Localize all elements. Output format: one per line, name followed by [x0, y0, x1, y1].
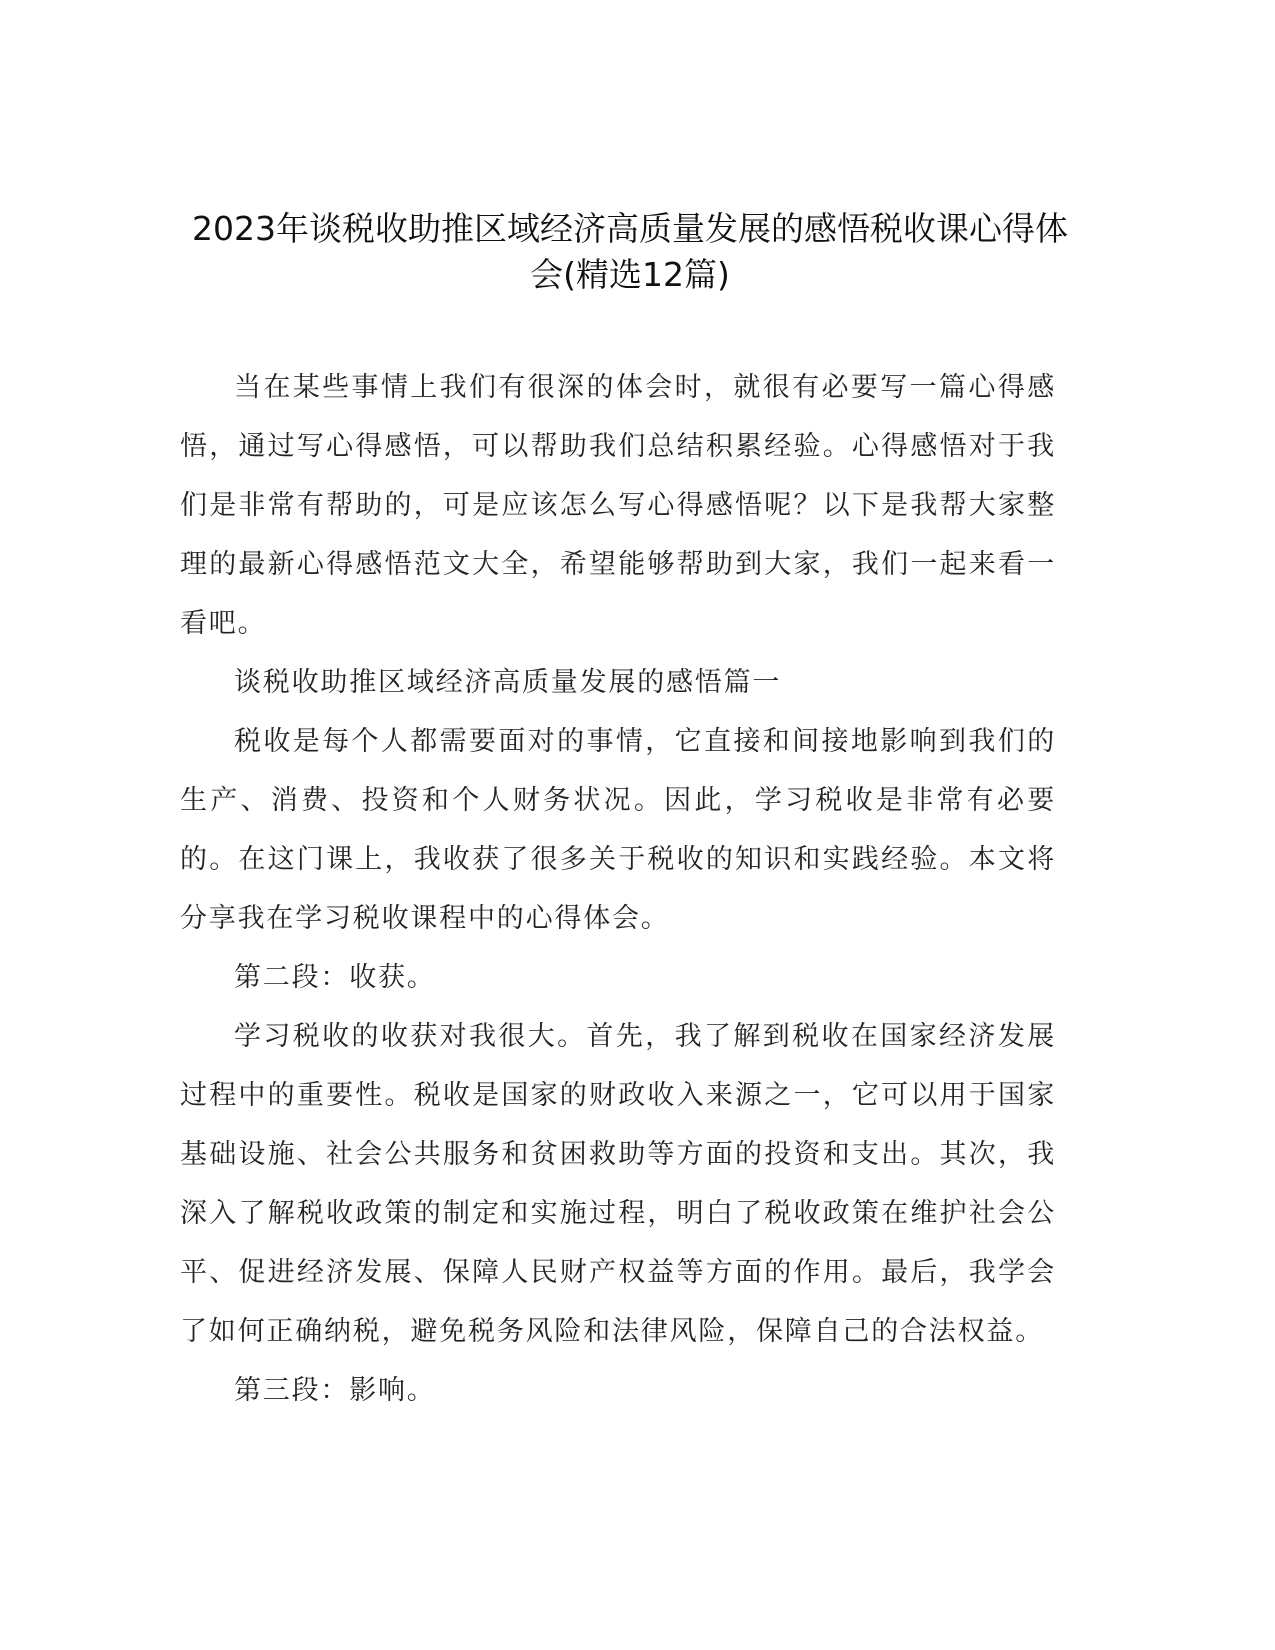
subheading: 第二段：收获。 — [234, 962, 436, 993]
document-title: 2023年谈税收助推区域经济高质量发展的感悟税收课心得体会(精选12篇) — [192, 209, 1068, 294]
intro-paragraph: 当在某些事情上我们有很深的体会时，就很有必要写一篇心得感悟，通过写心得感悟，可以帮助我们总结积累经验。心得感悟对于我们是非常有帮助的，可是应该怎么写心得感悟呢？以下是我帮大家整理的最新心得感悟范文大全，希望能够帮助到大家，我们一起来看一看吧。 — [180, 372, 1056, 639]
document-body — [180, 358, 1056, 1420]
subheading: 第三段：影响。 — [234, 1375, 436, 1406]
section-heading: 谈税收助推区域经济高质量发展的感悟篇一 — [234, 667, 782, 698]
paragraph: 学习税收的收获对我很大。首先，我了解到税收在国家经济发展过程中的重要性。税收是国家的财政收入来源之一，它可以用于国家基础设施、社会公共服务和贫困救助等方面的投资和支出。其次，我深入了解税收政策的制定和实施过程，明白了税收政策在维护社会公平、促进经济发展、保障人民财产权益等方面的作用。最后，我学会了如何正确纳税，避免税务风险和法律风险，保障自己的合法权益。 — [180, 1021, 1056, 1347]
paragraph: 税收是每个人都需要面对的事情，它直接和间接地影响到我们的生产、消费、投资和个人财务状况。因此，学习税收是非常有必要的。在这门课上，我收获了很多关于税收的知识和实践经验。本文将分享我在学习税收课程中的心得体会。 — [180, 726, 1056, 934]
